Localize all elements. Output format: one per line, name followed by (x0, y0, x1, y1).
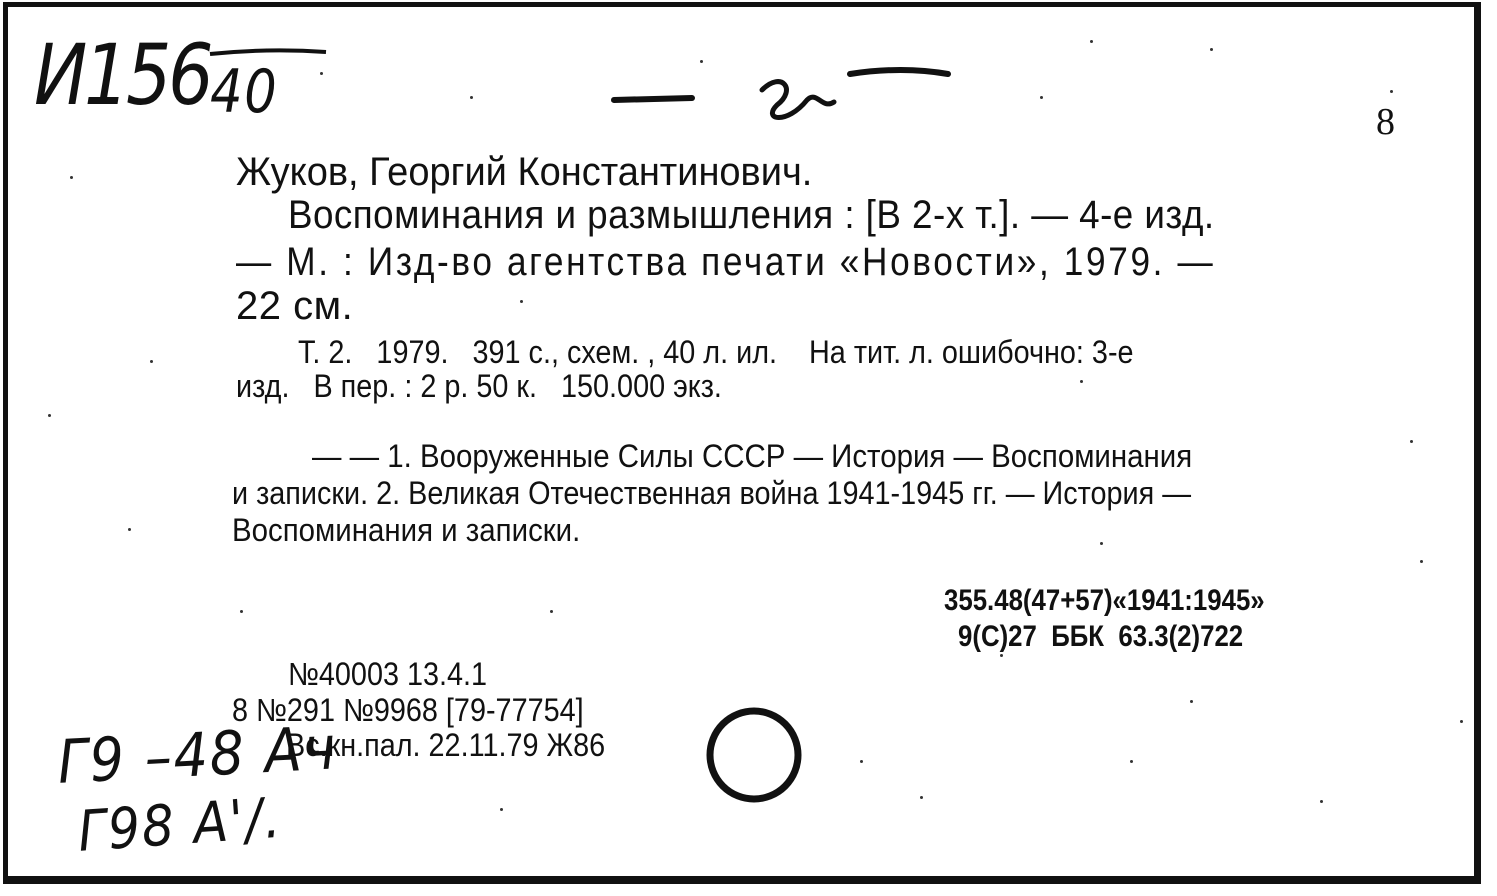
shelfmark-main: И156 (34, 26, 211, 124)
author-heading: Жуков, Георгий Константинович. (236, 150, 813, 194)
udc-index: 355.48(47+57)«1941:1945» (944, 584, 1265, 617)
handwritten-top-mark (612, 60, 972, 130)
volume-line-2: изд. В пер. : 2 р. 50 к. 150.000 экз. (236, 368, 722, 404)
handwritten-shelf-code-2: Г98 А'/. (76, 785, 285, 865)
handwritten-shelfmark (34, 26, 278, 127)
shelfmark-overline (208, 48, 328, 58)
handwritten-shelf-code-1: Г9 –48 Ач (56, 713, 339, 798)
card-hole (706, 705, 806, 805)
title-line-1: Воспоминания и размышления : [В 2-х т.]. — 4-е изд. (288, 193, 1215, 237)
record-line-2: 8 №291 №9968 [79-77754] (232, 692, 584, 728)
subjects-line-1: — — 1. Вооруженные Силы СССР — История — Воспоминания (312, 438, 1193, 474)
shelfmark-sup: 40 (210, 57, 279, 127)
title-line-2: — М. : Изд-во агентства печати «Новости», 1979. — (236, 240, 1216, 284)
record-line-3: Вс.кн.пал. 22.11.79 Ж86 (286, 727, 606, 763)
volume-mark: 8 (1376, 101, 1395, 143)
subjects-line-2: и записки. 2. Великая Отечественная война 1941-1945 гг. — История — (232, 475, 1191, 511)
title-line-3: 22 см. (236, 284, 354, 328)
subjects-line-3: Воспоминания и записки. (232, 512, 581, 548)
record-line-1: №40003 13.4.1 (288, 656, 488, 692)
volume-line-1: Т. 2. 1979. 391 с., схем. , 40 л. ил. На тит. л. ошибочно: 3-е (298, 334, 1134, 370)
bbk-index: 9(С)27 ББК 63.3(2)722 (958, 620, 1244, 653)
